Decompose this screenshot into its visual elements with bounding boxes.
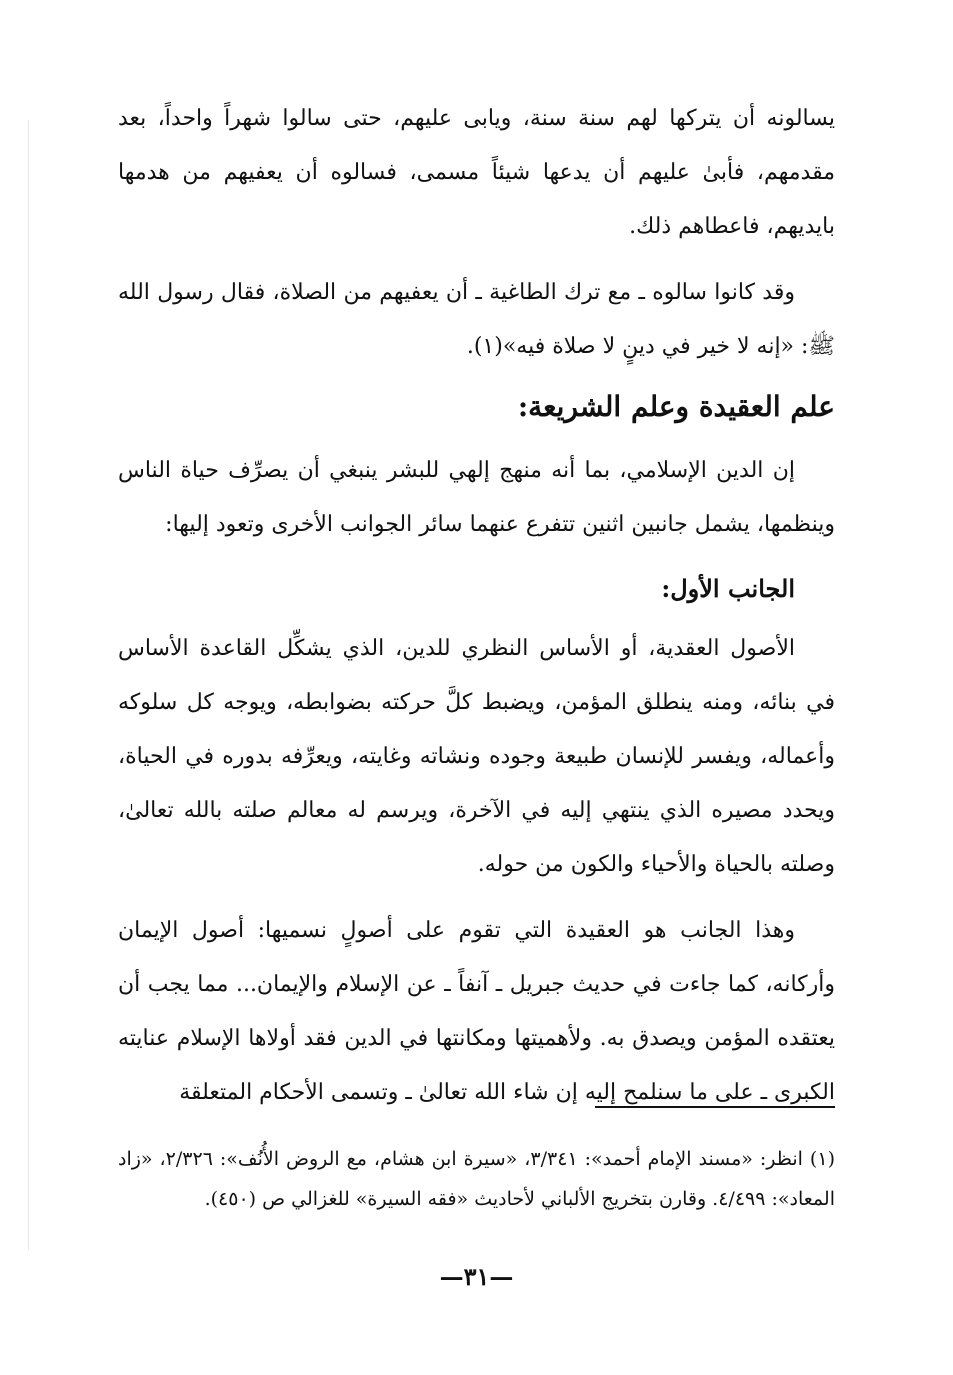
- footnote-divider: [595, 1106, 835, 1108]
- section-heading: علم العقيدة وعلم الشريعة:: [517, 390, 835, 423]
- page-edge-line: [28, 120, 29, 1250]
- main-text: [118, 92, 835, 1120]
- paragraph-5: وهذا الجانب هو العقيدة التي تقوم على أصولٍ نسميها: أصول الإيمان وأركانه، كما جاءت في حديث جبريل ـ آنفاً ـ عن الإسلام والإيمان... مما يجب أن يعتقده المؤمن ويصدق به. ولأهميتها ومكانتها في الدين فقد أولاها الإسلام عنايته الكبرى ـ على ما سنلمح إليه إن شاء الله تعالىٰ ـ وتسمى الأحكام المتعلقة: [118, 918, 836, 1105]
- paragraph-3: إن الدين الإسلامي، بما أنه منهج إلهي للبشر ينبغي أن يصرِّف حياة الناس وينظمها، يشمل جانبين اثنين تتفرع عنهما سائر الجوانب الأخرى وتعود إليها:: [118, 458, 835, 537]
- footnote: (١) انظر: «مسند الإمام أحمد»: ٣/٣٤١، «سيرة ابن هشام، مع الروض الأُنُف»: ٢/٣٢٦، «زاد المعاد»: ٤/٤٩٩. وقارن بتخريج الألباني لأحاديث «فقه السيرة» للغزالي ص (٤٥٠).: [118, 1148, 835, 1210]
- subsection-heading: الجانب الأول:: [661, 574, 795, 603]
- paragraph-4: الأصول العقدية، أو الأساس النظري للدين، الذي يشكِّل القاعدة الأساس في بنائه، ومنه ينطلق المؤمن، ويضبط كلَّ حركته بضوابطه، ويوجه كل سلوكه وأعماله، ويفسر للإنسان طبيعة وجوده ونشاته وغايته، ويعرِّفه بدوره في الحياة، ويحدد مصيره الذي ينتهي إليه في الآخرة، ويرسم له معالم صلته بالله تعالىٰ، وصلته بالحياة والأحياء والكون من حوله.: [118, 636, 836, 877]
- paragraph-1: يسالونه أن يتركها لهم سنة سنة، ويابى عليهم، حتى سالوا شهراً واحداً، بعد مقدمهم، فأبىٰ عليهم أن يدعها شيئاً مسمى، فسالوه أن يعفيهم من هدمها بايديهم، فاعطاهم ذلك.: [118, 106, 835, 239]
- page-number: —٣١—: [439, 1262, 514, 1291]
- paragraph-2: وقد كانوا سالوه ـ مع ترك الطاغية ـ أن يعفيهم من الصلاة، فقال رسول الله ﷺ: «إنه لا خير في دينٍ لا صلاة فيه»(١).: [118, 280, 835, 359]
